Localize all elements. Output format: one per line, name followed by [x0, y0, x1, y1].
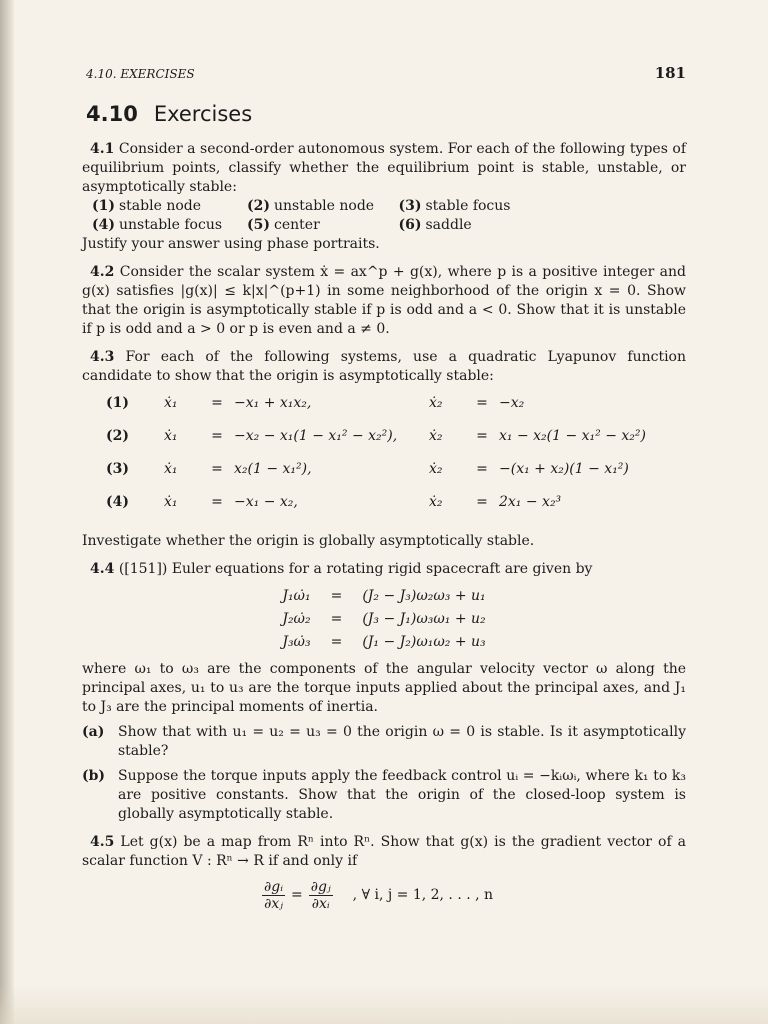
gradient-condition-equation: $\frac{\text{∂gᵢ}}{\text{∂xⱼ}}$ = $\frac{\text{∂gⱼ}}{\text{∂xᵢ}}$ , ∀ i, j = 1, 2, . . . , n: [264, 879, 494, 912]
exercise-number: 4.5: [90, 834, 115, 850]
exercise-text: For each of the following systems, use a quadratic Lyapunov function candidate to show that the origin is asymptotically stable:: [82, 349, 686, 384]
type-item: (6) saddle: [398, 217, 472, 233]
section-title-text: Exercises: [153, 102, 253, 126]
exercise-4-1: [82, 140, 686, 254]
exercise-text: ([151]) Euler equations for a rotating rigid spacecraft are given by: [118, 561, 593, 577]
exercise-text: Consider a second-order autonomous system. For each of the following types of equilibrium points, classify whether the equilibrium point is stable, unstable, or asymptotically stable:: [82, 141, 687, 195]
running-head: [82, 62, 686, 88]
index-condition: , ∀ i, j = 1, 2, . . . , n: [352, 887, 494, 903]
section-title: [86, 102, 686, 126]
exercise-number: 4.2: [90, 264, 115, 280]
system-row: (1) ẋ₁ = −x₁ + x₁x₂, ẋ₂ = −x₂: [106, 395, 525, 411]
equation-row: J₂ω̇₂ = (J₃ − J₁)ω₃ω₁ + u₂: [282, 611, 486, 627]
type-item: (2) unstable node: [247, 198, 375, 214]
exercise-text: Consider the scalar system ẋ = ax^p + g(x), where p is a positive integer and g(x) satisfies |g(x)| ≤ k|x|^(p+1) in some neighborhood of the origin x = 0. Show that the origin is asymptotically stable if p is odd and a < 0. Show that it is unstable if p is odd and a > 0 or p is even and a ≠ 0.: [82, 264, 686, 337]
type-item: (4) unstable focus: [92, 217, 223, 233]
system-row: (2) ẋ₁ = −x₂ − x₁(1 − x₁² − x₂²), ẋ₂ = x₁ − x₂(1 − x₁² − x₂²): [106, 428, 646, 444]
type-item: (3) stable focus: [398, 198, 511, 214]
book-binding-shadow: [0, 0, 14, 1024]
page-bottom-shadow: [0, 984, 768, 1024]
equation-row: J₃ω̇₃ = (J₁ − J₂)ω₁ω₂ + u₃: [282, 634, 486, 650]
page-number: 181: [654, 64, 686, 82]
exercise-4-5: [82, 833, 686, 912]
exercise-4-4: [82, 560, 686, 824]
exercise-number: 4.3: [90, 349, 115, 365]
exercise-closing: Investigate whether the origin is globally asymptotically stable.: [82, 533, 535, 549]
fraction: $\frac{\text{∂gⱼ}}{\text{∂xᵢ}}$: [310, 879, 331, 912]
exercise-closing: Justify your answer using phase portraits.: [82, 236, 380, 252]
section-number: 4.10: [86, 102, 138, 126]
book-page: [82, 62, 686, 921]
type-item: (1) stable node: [92, 198, 202, 214]
exercise-4-2: [82, 263, 686, 339]
equation-row: J₁ω̇₁ = (J₂ − J₃)ω₂ω₃ + u₁: [282, 588, 486, 604]
exercise-text: Let g(x) be a map from Rⁿ into Rⁿ. Show that g(x) is the gradient vector of a scalar function V : Rⁿ → R if and only if: [82, 834, 686, 869]
equilibrium-types-table: [92, 197, 532, 235]
euler-equations: [276, 585, 491, 654]
exercise-number: 4.4: [90, 561, 115, 577]
running-head-section: 4.10. EXERCISES: [86, 67, 195, 81]
sub-part-b: (b) Suppose the torque inputs apply the feedback control uᵢ = −kᵢωᵢ, where k₁ to k₃ are positive constants. Show that the origin of the closed-loop system is globally asymptotically stable.: [82, 768, 686, 822]
system-row: (3) ẋ₁ = x₂(1 − x₁²), ẋ₂ = −(x₁ + x₂)(1 − x₁²): [106, 461, 629, 477]
fraction: $\frac{\text{∂gᵢ}}{\text{∂xⱼ}}$: [264, 879, 284, 912]
exercise-text-continued: where ω₁ to ω₃ are the components of the angular velocity vector ω along the principal axes, u₁ to u₃ are the torque inputs applied about the principal axes, and J₁ to J₃ are the principal moments of inertia.: [82, 661, 686, 715]
system-row: (4) ẋ₁ = −x₁ − x₂, ẋ₂ = 2x₁ − x₂³: [106, 494, 562, 510]
sub-part-a: (a) Show that with u₁ = u₂ = u₃ = 0 the origin ω = 0 is stable. Is it asymptotically stable?: [82, 724, 686, 759]
type-item: (5) center: [247, 217, 320, 233]
exercise-number: 4.1: [90, 141, 115, 157]
systems-table: [106, 394, 646, 526]
exercise-4-3: [82, 348, 686, 551]
